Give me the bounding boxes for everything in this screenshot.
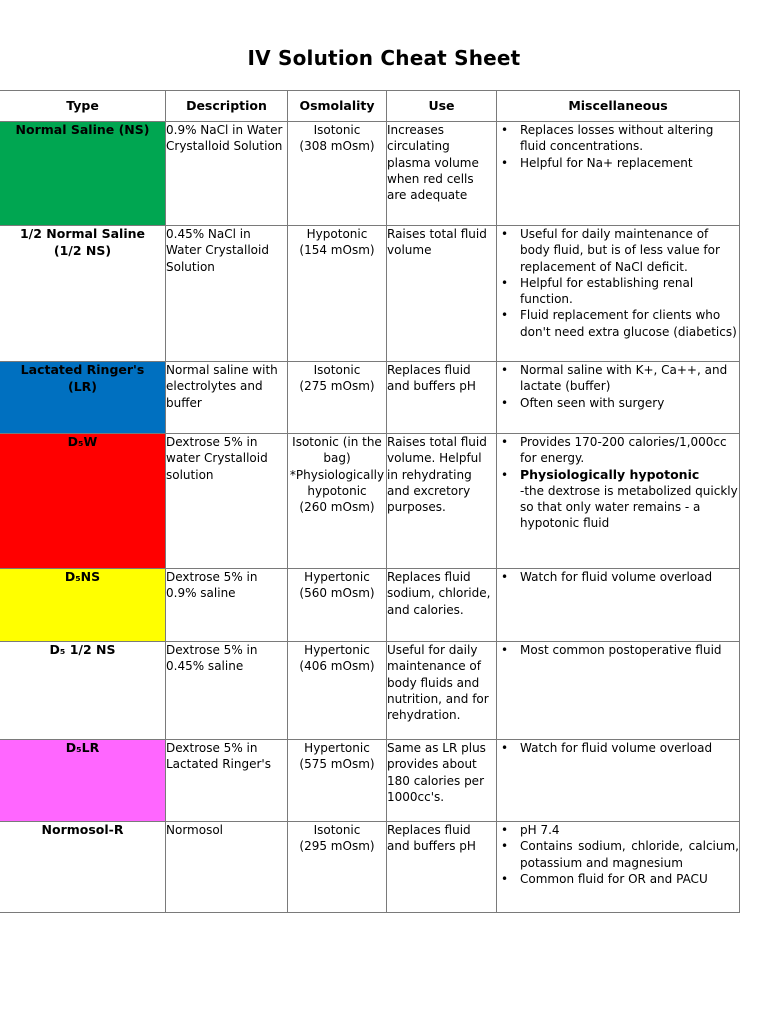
misc-list: [497, 122, 739, 171]
type-cell-normosol: [0, 822, 166, 913]
tonicity-note: *Physiologically hypotonic: [289, 467, 385, 498]
misc-list: [497, 569, 739, 585]
misc-item: • Helpful for Na+ replacement: [497, 155, 739, 171]
table-row: [0, 362, 740, 434]
misc-item: • Useful for daily maintenance of body fluid, but is of less value for replacement of NaCl deficit.: [497, 226, 739, 275]
tonicity: Hypotonic: [306, 227, 368, 241]
osmolality-cell: [288, 226, 387, 362]
misc-item: [497, 467, 739, 532]
iv-solution-table: [0, 90, 740, 913]
tonicity: Isotonic (in the bag): [292, 435, 382, 466]
tonicity: Isotonic: [313, 363, 361, 377]
osmolality-cell: [288, 740, 387, 822]
use-cell: Useful for daily maintenance of body fluids and nutrition, and for rehydration.: [387, 642, 497, 740]
osmolality-value: (575 mOsm): [299, 757, 375, 772]
type-label: Lactated Ringer's: [20, 362, 145, 377]
use-cell: Raises total fluid volume: [387, 226, 497, 362]
osmolality-cell: [288, 122, 387, 226]
misc-cell: [497, 226, 740, 362]
misc-item-note: -the dextrose is metabolized quickly so that only water remains - a hypotonic fluid: [520, 483, 738, 531]
misc-item: • Normal saline with K+, Ca++, and lactate (buffer): [497, 362, 739, 395]
description-cell: 0.45% NaCl in Water Crystalloid Solution: [166, 226, 288, 362]
type-cell-d5ns: [0, 569, 166, 642]
page-title: IV Solution Cheat Sheet: [247, 46, 521, 70]
type-cell-d5lr: [0, 740, 166, 822]
table-row: [0, 434, 740, 569]
type-abbrev: (1/2 NS): [53, 242, 112, 258]
use-cell: Replaces fluid sodium, chloride, and calories.: [387, 569, 497, 642]
misc-item: • Often seen with surgery: [497, 395, 739, 411]
type-cell-half-ns: [0, 226, 166, 362]
header-description: Description: [166, 91, 288, 122]
misc-item: • Common fluid for OR and PACU: [497, 871, 739, 887]
misc-item: • Provides 170-200 calories/1,000cc for energy.: [497, 434, 739, 467]
osmolality-value: (295 mOsm): [299, 839, 375, 854]
table-row: [0, 642, 740, 740]
tonicity: Isotonic: [313, 823, 361, 837]
misc-item: • Most common postoperative fluid: [497, 642, 739, 658]
use-cell: Increases circulating plasma volume when red cells are adequate: [387, 122, 497, 226]
misc-list: [497, 362, 739, 411]
misc-cell: [497, 569, 740, 642]
osmolality-value: (406 mOsm): [299, 659, 375, 674]
use-cell: Replaces fluid and buffers pH: [387, 362, 497, 434]
tonicity: Hypertonic: [304, 570, 370, 584]
misc-cell: [497, 822, 740, 913]
misc-cell: [497, 740, 740, 822]
table-row: [0, 122, 740, 226]
misc-list: [497, 226, 739, 340]
misc-list: [497, 740, 739, 756]
type-cell-ns: [0, 122, 166, 226]
type-label: D₅NS: [64, 569, 101, 584]
misc-cell: [497, 642, 740, 740]
use-cell: Same as LR plus provides about 180 calories per 1000cc's.: [387, 740, 497, 822]
misc-cell: [497, 434, 740, 569]
table-row: [0, 740, 740, 822]
osmolality-cell: [288, 434, 387, 569]
misc-list: [497, 642, 739, 658]
type-label: Normal Saline (NS): [15, 122, 150, 137]
osmolality-value: (275 mOsm): [299, 379, 375, 394]
misc-item: • Helpful for establishing renal function.: [497, 275, 739, 308]
type-cell-d5w: [0, 434, 166, 569]
use-cell: Replaces fluid and buffers pH: [387, 822, 497, 913]
osmolality-value: (560 mOsm): [299, 586, 375, 601]
description-cell: Normosol: [166, 822, 288, 913]
misc-item: • Replaces losses without altering fluid concentrations.: [497, 122, 739, 155]
description-cell: Dextrose 5% in 0.9% saline: [166, 569, 288, 642]
header-use: Use: [387, 91, 497, 122]
table-header-row: [0, 91, 740, 122]
tonicity: Isotonic: [313, 123, 361, 137]
use-cell: Raises total fluid volume. Helpful in rehydrating and excretory purposes.: [387, 434, 497, 569]
misc-list: [497, 822, 739, 887]
header-miscellaneous: Miscellaneous: [497, 91, 740, 122]
description-cell: Dextrose 5% in Lactated Ringer's: [166, 740, 288, 822]
misc-list: [497, 434, 739, 532]
misc-item: • pH 7.4: [497, 822, 739, 838]
type-label: D₅LR: [65, 740, 100, 755]
osmolality-cell: [288, 822, 387, 913]
type-cell-d5-half-ns: [0, 642, 166, 740]
type-label: D₅ 1/2 NS: [49, 642, 116, 657]
misc-cell: [497, 362, 740, 434]
table-row: [0, 822, 740, 913]
tonicity: Hypertonic: [304, 643, 370, 657]
misc-item: • Fluid replacement for clients who don't need extra glucose (diabetics): [497, 307, 739, 340]
description-cell: Dextrose 5% in water Crystalloid solution: [166, 434, 288, 569]
description-cell: Dextrose 5% in 0.45% saline: [166, 642, 288, 740]
misc-item: • Watch for fluid volume overload: [497, 740, 739, 756]
misc-cell: [497, 122, 740, 226]
osmolality-value: (154 mOsm): [299, 243, 375, 258]
misc-item-heading: Physiologically hypotonic: [520, 466, 700, 482]
type-label: Normosol-R: [41, 822, 124, 837]
misc-item: • Contains sodium, chloride, calcium, potassium and magnesium: [497, 838, 739, 871]
type-abbrev: (LR): [67, 378, 98, 394]
osmolality-cell: [288, 569, 387, 642]
osmolality-cell: [288, 642, 387, 740]
type-label: D₅W: [67, 434, 98, 449]
type-cell-lr: [0, 362, 166, 434]
header-osmolality: Osmolality: [288, 91, 387, 122]
osmolality-value: (260 mOsm): [299, 500, 375, 515]
misc-item: • Watch for fluid volume overload: [497, 569, 739, 585]
header-type: Type: [0, 91, 166, 122]
description-cell: Normal saline with electrolytes and buffer: [166, 362, 288, 434]
table-row: [0, 226, 740, 362]
table-row: [0, 569, 740, 642]
type-label: 1/2 Normal Saline: [19, 226, 145, 241]
tonicity: Hypertonic: [304, 741, 370, 755]
osmolality-cell: [288, 362, 387, 434]
osmolality-value: (308 mOsm): [299, 139, 375, 154]
description-cell: 0.9% NaCl in Water Crystalloid Solution: [166, 122, 288, 226]
